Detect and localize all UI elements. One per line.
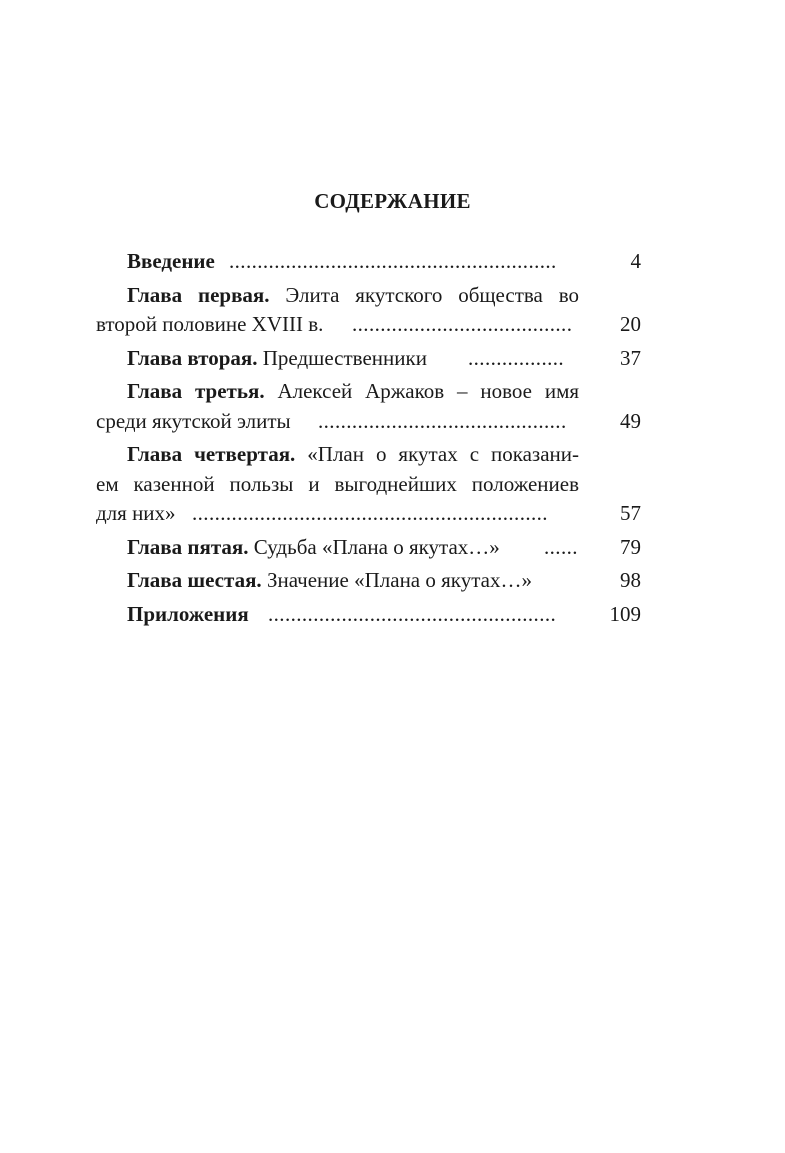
- toc-line: [96, 440, 641, 470]
- toc-line: [96, 566, 641, 596]
- toc-line: [96, 247, 641, 277]
- toc-line: [96, 470, 641, 500]
- chapter-heading: Глава шестая.: [127, 568, 262, 592]
- chapter-heading: Глава третья.: [127, 379, 265, 403]
- chapter-title-line: среди якутской элиты: [96, 408, 291, 433]
- chapter-title-line: Значение «Плана о якутах…»: [266, 568, 532, 592]
- chapter-heading: Глава пятая.: [127, 534, 249, 559]
- toc-entry-chapter-2[interactable]: [96, 344, 641, 374]
- toc-entry-appendices[interactable]: [96, 600, 641, 630]
- chapter-title-line: второй половине XVIII в.: [96, 312, 324, 336]
- toc-line: [96, 407, 641, 437]
- chapter-title-line: Алексей Аржаков – новое имя: [277, 379, 580, 403]
- chapter-heading: Глава четвертая.: [127, 442, 296, 466]
- toc-entry-chapter-4[interactable]: [96, 440, 641, 529]
- page-number: 4: [630, 249, 641, 273]
- chapter-heading: Глава вторая.: [127, 345, 258, 370]
- leader-dots: ............................................: [318, 408, 567, 433]
- chapter-title-line: для них»: [96, 501, 176, 525]
- toc-entry-introduction[interactable]: [96, 247, 641, 277]
- chapter-title-line: Судьба «Плана о якутах…»: [253, 534, 500, 559]
- toc-entry-chapter-1[interactable]: [96, 281, 641, 340]
- toc-entry-chapter-3[interactable]: [96, 377, 641, 436]
- page-number: 109: [609, 601, 641, 626]
- leader-dots: ..........................................................: [229, 249, 557, 273]
- leader-dots: ...................................................: [268, 601, 557, 626]
- page-number: 20: [620, 312, 641, 336]
- toc-line: [96, 281, 641, 311]
- chapter-heading: Введение: [127, 249, 215, 273]
- toc-entry-chapter-5[interactable]: [96, 533, 641, 563]
- leader-dots: ......: [544, 534, 578, 559]
- chapter-title-line: Предшественники: [262, 345, 427, 370]
- page-number: 37: [620, 345, 641, 370]
- toc-line: [96, 533, 641, 563]
- leader-dots: .......................................: [352, 312, 573, 336]
- toc-line: [96, 344, 641, 374]
- chapter-heading: Глава первая.: [127, 282, 270, 307]
- chapter-title-line: Элита якутского общества во: [285, 282, 579, 307]
- toc-line: [96, 499, 641, 529]
- page-number: 98: [620, 568, 641, 592]
- toc-entry-chapter-6[interactable]: [96, 566, 641, 596]
- page-title: СОДЕРЖАНИЕ: [314, 189, 471, 213]
- chapter-title-line: ем казенной пользы и выгоднейших положениев: [96, 471, 579, 496]
- toc-line: [96, 600, 641, 630]
- page-number: 79: [620, 534, 641, 559]
- table-of-contents: [96, 247, 641, 629]
- page-number: 49: [620, 408, 641, 433]
- chapter-title-line: «План о якутах с показани-: [307, 442, 580, 466]
- toc-line: [96, 310, 641, 340]
- chapter-heading: Приложения: [127, 601, 249, 626]
- leader-dots: .................: [468, 345, 565, 370]
- leader-dots: ...............................................................: [192, 501, 548, 525]
- toc-line: [96, 377, 641, 407]
- page-number: 57: [620, 501, 641, 525]
